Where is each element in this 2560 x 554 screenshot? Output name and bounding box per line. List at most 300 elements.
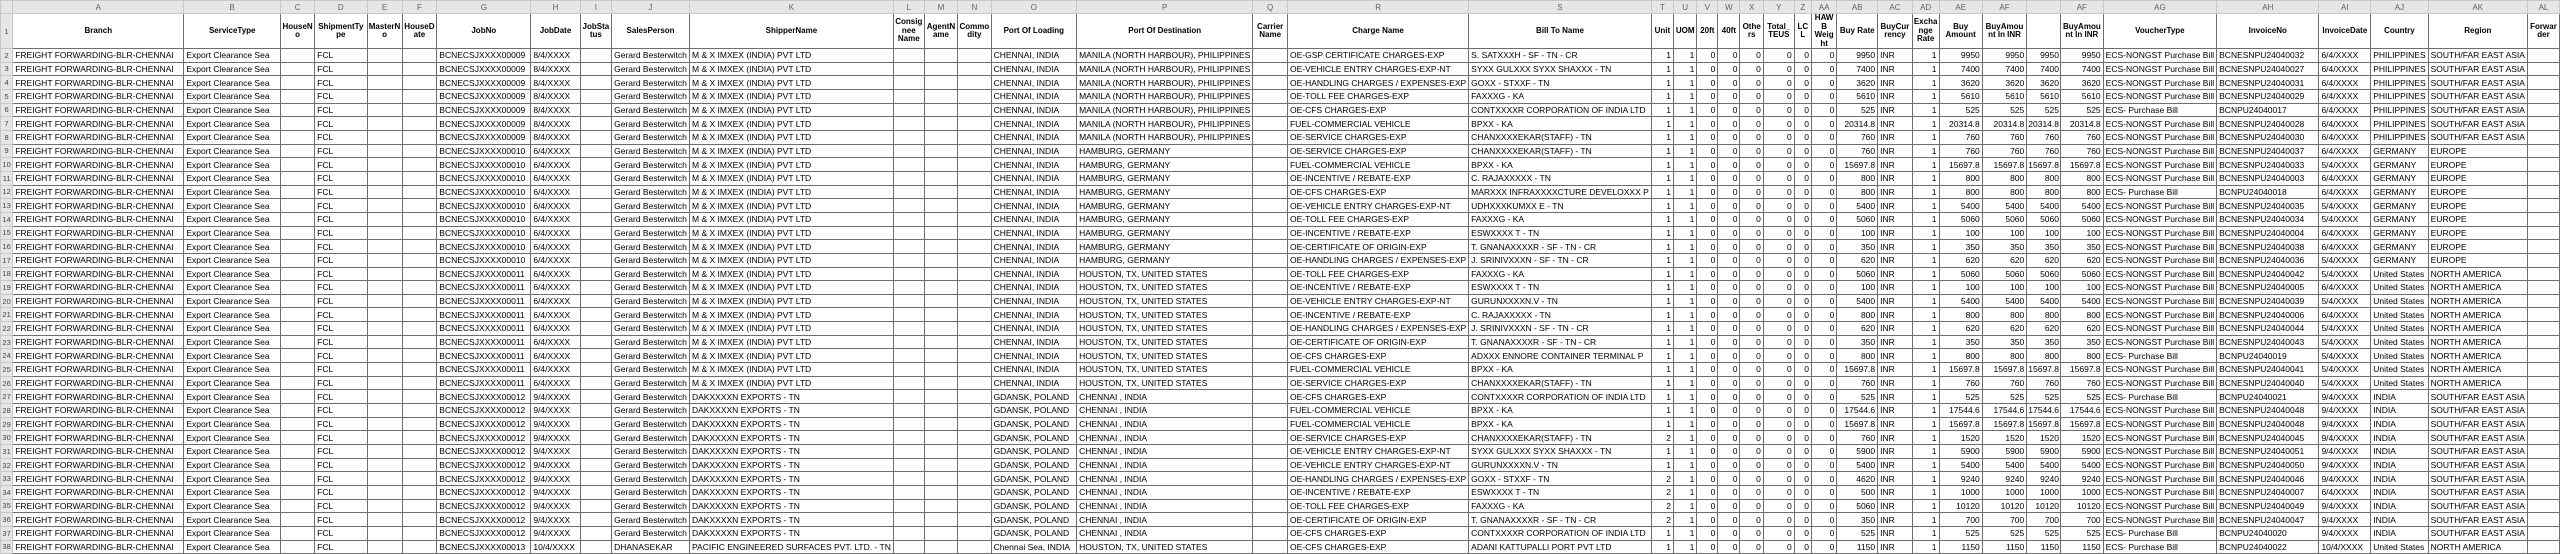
cell-23-D[interactable]: FCL xyxy=(315,335,367,349)
cell-8-G[interactable]: BCNECSJXXXX00009 xyxy=(437,130,531,144)
cell-24-B[interactable]: Export Clearance Sea xyxy=(184,349,281,363)
header-total-teus[interactable]: Total_TEUS xyxy=(1763,14,1794,49)
cell-7-G[interactable]: BCNECSJXXXX00009 xyxy=(437,117,531,131)
cell-3-Q[interactable] xyxy=(1253,62,1288,76)
cell-9-I[interactable] xyxy=(580,144,611,158)
cell-38-AC[interactable]: INR xyxy=(1878,540,1913,554)
cell-4-U[interactable]: 1 xyxy=(1673,76,1696,90)
cell-3-AF[interactable]: 7400 xyxy=(1982,62,2026,76)
column-letter-S-18[interactable]: S xyxy=(1469,1,1652,14)
cell-6-Z[interactable]: 0 xyxy=(1794,103,1811,117)
cell-32-AC[interactable]: INR xyxy=(1878,458,1913,472)
cell-22-seam[interactable]: 620 xyxy=(2027,322,2061,336)
cell-22-W[interactable]: 0 xyxy=(1718,322,1740,336)
cell-28-O[interactable]: GDANSK, POLAND xyxy=(991,404,1077,418)
cell-18-AJ[interactable]: United States xyxy=(2371,267,2428,281)
cell-14-U[interactable]: 1 xyxy=(1673,212,1696,226)
cell-28-AA[interactable]: 0 xyxy=(1811,404,1836,418)
cell-31-AC[interactable]: INR xyxy=(1878,445,1913,459)
cell-33-G[interactable]: BCNECSJXXXX00012 xyxy=(437,472,531,486)
cell-20-K[interactable]: M & X IMXEX (INDIA) PVT LTD xyxy=(690,294,894,308)
cell-25-AG[interactable]: ECS-NONGST Purchase Bill xyxy=(2103,363,2216,377)
cell-10-AF2[interactable]: 15697.8 xyxy=(2061,158,2104,172)
cell-10-K[interactable]: M & X IMXEX (INDIA) PVT LTD xyxy=(690,158,894,172)
cell-35-A[interactable]: FREIGHT FORWARDING-BLR-CHENNAI xyxy=(13,499,184,513)
cell-26-R[interactable]: OE-SERVICE CHARGES-EXP xyxy=(1287,376,1468,390)
cell-14-J[interactable]: Gerard Besterwitch xyxy=(612,212,690,226)
cell-15-I[interactable] xyxy=(580,226,611,240)
cell-3-C[interactable] xyxy=(281,62,315,76)
cell-26-G[interactable]: BCNECSJXXXX00011 xyxy=(437,376,531,390)
cell-25-P[interactable]: HOUSTON, TX, UNITED STATES xyxy=(1077,363,1253,377)
cell-21-O[interactable]: CHENNAI, INDIA xyxy=(991,308,1077,322)
cell-15-AH[interactable]: BCNESNPU24040004 xyxy=(2217,226,2319,240)
cell-38-seam[interactable]: 1150 xyxy=(2027,540,2061,554)
cell-21-S[interactable]: C. RAJAXXXXX - TN xyxy=(1469,308,1652,322)
cell-35-Q[interactable] xyxy=(1253,499,1288,513)
cell-36-N[interactable] xyxy=(958,513,991,527)
cell-6-Q[interactable] xyxy=(1253,103,1288,117)
cell-2-seam[interactable]: 9950 xyxy=(2027,49,2061,63)
cell-34-AE[interactable]: 1000 xyxy=(1939,486,1982,500)
cell-16-C[interactable] xyxy=(281,240,315,254)
cell-15-J[interactable]: Gerard Besterwitch xyxy=(612,226,690,240)
cell-36-R[interactable]: OE-CERTIFICATE OF ORIGIN-EXP xyxy=(1287,513,1468,527)
cell-23-A[interactable]: FREIGHT FORWARDING-BLR-CHENNAI xyxy=(13,335,184,349)
cell-24-J[interactable]: Gerard Besterwitch xyxy=(612,349,690,363)
cell-38-N[interactable] xyxy=(958,540,991,554)
cell-7-AI[interactable]: 6/4/XXXX xyxy=(2319,117,2371,131)
cell-6-AG[interactable]: ECS- Purchase Bill xyxy=(2103,103,2216,117)
column-letter-AI-36[interactable]: AI xyxy=(2319,1,2371,14)
cell-4-L[interactable] xyxy=(893,76,924,90)
cell-17-C[interactable] xyxy=(281,253,315,267)
cell-31-B[interactable]: Export Clearance Sea xyxy=(184,445,281,459)
cell-38-R[interactable]: OE-CFS CHARGES-EXP xyxy=(1287,540,1468,554)
cell-2-K[interactable]: M & X IMXEX (INDIA) PVT LTD xyxy=(690,49,894,63)
cell-18-V[interactable]: 0 xyxy=(1697,267,1718,281)
cell-25-S[interactable]: BPXX - KA xyxy=(1469,363,1652,377)
cell-6-AD[interactable]: 1 xyxy=(1912,103,1939,117)
cell-19-T[interactable]: 1 xyxy=(1651,281,1673,295)
cell-13-F[interactable] xyxy=(402,199,437,213)
cell-34-Q[interactable] xyxy=(1253,486,1288,500)
cell-6-A[interactable]: FREIGHT FORWARDING-BLR-CHENNAI xyxy=(13,103,184,117)
cell-29-AF[interactable]: 15697.8 xyxy=(1982,417,2026,431)
cell-24-M[interactable] xyxy=(924,349,957,363)
cell-34-AG[interactable]: ECS-NONGST Purchase Bill xyxy=(2103,486,2216,500)
cell-10-Z[interactable]: 0 xyxy=(1794,158,1811,172)
cell-16-AC[interactable]: INR xyxy=(1878,240,1913,254)
cell-13-AF[interactable]: 5400 xyxy=(1982,199,2026,213)
cell-11-AB[interactable]: 800 xyxy=(1837,171,1878,185)
cell-37-AJ[interactable]: INDIA xyxy=(2371,526,2428,540)
cell-28-AI[interactable]: 9/4/XXXX xyxy=(2319,404,2371,418)
cell-7-Y[interactable]: 0 xyxy=(1763,117,1794,131)
cell-6-T[interactable]: 1 xyxy=(1651,103,1673,117)
cell-33-AL[interactable] xyxy=(2527,472,2559,486)
cell-5-AG[interactable]: ECS-NONGST Purchase Bill xyxy=(2103,89,2216,103)
cell-27-AL[interactable] xyxy=(2527,390,2559,404)
cell-37-seam[interactable]: 525 xyxy=(2027,526,2061,540)
cell-33-Y[interactable]: 0 xyxy=(1763,472,1794,486)
cell-14-N[interactable] xyxy=(958,212,991,226)
cell-38-U[interactable]: 1 xyxy=(1673,540,1696,554)
cell-24-AE[interactable]: 800 xyxy=(1939,349,1982,363)
cell-36-F[interactable] xyxy=(402,513,437,527)
cell-30-B[interactable]: Export Clearance Sea xyxy=(184,431,281,445)
row-number-28[interactable]: 28 xyxy=(1,404,13,418)
cell-29-B[interactable]: Export Clearance Sea xyxy=(184,417,281,431)
cell-18-P[interactable]: HOUSTON, TX, UNITED STATES xyxy=(1077,267,1253,281)
cell-22-I[interactable] xyxy=(580,322,611,336)
cell-9-AJ[interactable]: GERMANY xyxy=(2371,144,2428,158)
cell-31-G[interactable]: BCNECSJXXXX00012 xyxy=(437,445,531,459)
cell-31-AG[interactable]: ECS-NONGST Purchase Bill xyxy=(2103,445,2216,459)
cell-25-AB[interactable]: 15697.8 xyxy=(1837,363,1878,377)
cell-10-AA[interactable]: 0 xyxy=(1811,158,1836,172)
cell-4-A[interactable]: FREIGHT FORWARDING-BLR-CHENNAI xyxy=(13,76,184,90)
cell-35-AF[interactable]: 10120 xyxy=(1982,499,2026,513)
cell-36-AG[interactable]: ECS-NONGST Purchase Bill xyxy=(2103,513,2216,527)
cell-21-A[interactable]: FREIGHT FORWARDING-BLR-CHENNAI xyxy=(13,308,184,322)
cell-38-V[interactable]: 0 xyxy=(1697,540,1718,554)
cell-17-AH[interactable]: BCNESNPU24040036 xyxy=(2217,253,2319,267)
column-letter-AH-35[interactable]: AH xyxy=(2217,1,2319,14)
header-invoicedate[interactable]: InvoiceDate xyxy=(2319,14,2371,49)
cell-13-AJ[interactable]: GERMANY xyxy=(2371,199,2428,213)
cell-33-J[interactable]: Gerard Besterwitch xyxy=(612,472,690,486)
cell-13-seam[interactable]: 5400 xyxy=(2027,199,2061,213)
cell-33-AA[interactable]: 0 xyxy=(1811,472,1836,486)
cell-26-T[interactable]: 1 xyxy=(1651,376,1673,390)
cell-7-X[interactable]: 0 xyxy=(1740,117,1763,131)
cell-2-H[interactable]: 8/4/XXXX xyxy=(531,49,580,63)
header-consignee-name[interactable]: Consignee Name xyxy=(893,14,924,49)
cell-8-AA[interactable]: 0 xyxy=(1811,130,1836,144)
cell-24-Z[interactable]: 0 xyxy=(1794,349,1811,363)
cell-15-K[interactable]: M & X IMXEX (INDIA) PVT LTD xyxy=(690,226,894,240)
cell-6-AC[interactable]: INR xyxy=(1878,103,1913,117)
cell-5-L[interactable] xyxy=(893,89,924,103)
cell-26-N[interactable] xyxy=(958,376,991,390)
cell-27-seam[interactable]: 525 xyxy=(2027,390,2061,404)
cell-12-X[interactable]: 0 xyxy=(1740,185,1763,199)
cell-16-I[interactable] xyxy=(580,240,611,254)
cell-33-C[interactable] xyxy=(281,472,315,486)
cell-25-X[interactable]: 0 xyxy=(1740,363,1763,377)
cell-6-W[interactable]: 0 xyxy=(1718,103,1740,117)
cell-31-D[interactable]: FCL xyxy=(315,445,367,459)
cell-11-AH[interactable]: BCNESNPU24040003 xyxy=(2217,171,2319,185)
cell-10-Q[interactable] xyxy=(1253,158,1288,172)
cell-13-R[interactable]: OE-VEHICLE ENTRY CHARGES-EXP-NT xyxy=(1287,199,1468,213)
row-number-31[interactable]: 31 xyxy=(1,445,13,459)
cell-3-D[interactable]: FCL xyxy=(315,62,367,76)
cell-4-Q[interactable] xyxy=(1253,76,1288,90)
cell-27-AA[interactable]: 0 xyxy=(1811,390,1836,404)
cell-27-I[interactable] xyxy=(580,390,611,404)
cell-38-S[interactable]: ADANI KATTUPALLI PORT PVT LTD xyxy=(1469,540,1652,554)
cell-36-C[interactable] xyxy=(281,513,315,527)
cell-36-T[interactable]: 2 xyxy=(1651,513,1673,527)
cell-11-AI[interactable]: 6/4/XXXX xyxy=(2319,171,2371,185)
cell-16-AD[interactable]: 1 xyxy=(1912,240,1939,254)
cell-18-AH[interactable]: BCNESNPU24040042 xyxy=(2217,267,2319,281)
cell-18-AL[interactable] xyxy=(2527,267,2559,281)
header-vouchertype[interactable]: VoucherType xyxy=(2103,14,2216,49)
cell-20-AD[interactable]: 1 xyxy=(1912,294,1939,308)
cell-8-M[interactable] xyxy=(924,130,957,144)
cell-5-E[interactable] xyxy=(367,89,402,103)
cell-19-A[interactable]: FREIGHT FORWARDING-BLR-CHENNAI xyxy=(13,281,184,295)
cell-3-F[interactable] xyxy=(402,62,437,76)
cell-32-AI[interactable]: 9/4/XXXX xyxy=(2319,458,2371,472)
cell-4-Z[interactable]: 0 xyxy=(1794,76,1811,90)
cell-9-L[interactable] xyxy=(893,144,924,158)
cell-14-P[interactable]: HAMBURG, GERMANY xyxy=(1077,212,1253,226)
cell-32-AH[interactable]: BCNESNPU24040050 xyxy=(2217,458,2319,472)
cell-31-X[interactable]: 0 xyxy=(1740,445,1763,459)
cell-37-N[interactable] xyxy=(958,526,991,540)
cell-9-AI[interactable]: 6/4/XXXX xyxy=(2319,144,2371,158)
cell-32-K[interactable]: DAKXXXXN EXPORTS - TN xyxy=(690,458,894,472)
cell-28-AE[interactable]: 17544.6 xyxy=(1939,404,1982,418)
cell-28-Q[interactable] xyxy=(1253,404,1288,418)
cell-26-I[interactable] xyxy=(580,376,611,390)
cell-18-U[interactable]: 1 xyxy=(1673,267,1696,281)
cell-26-AD[interactable]: 1 xyxy=(1912,376,1939,390)
column-letter-AF-31[interactable]: AF xyxy=(1982,1,2026,14)
cell-27-S[interactable]: CONTXXXXR CORPORATION OF INDIA LTD xyxy=(1469,390,1652,404)
row-number-12[interactable]: 12 xyxy=(1,185,13,199)
cell-9-U[interactable]: 1 xyxy=(1673,144,1696,158)
cell-17-AG[interactable]: ECS-NONGST Purchase Bill xyxy=(2103,253,2216,267)
cell-28-Z[interactable]: 0 xyxy=(1794,404,1811,418)
cell-35-H[interactable]: 9/4/XXXX xyxy=(531,499,580,513)
cell-37-K[interactable]: DAKXXXXN EXPORTS - TN xyxy=(690,526,894,540)
cell-25-R[interactable]: FUEL-COMMERCIAL VEHICLE xyxy=(1287,363,1468,377)
cell-16-N[interactable] xyxy=(958,240,991,254)
cell-35-AJ[interactable]: INDIA xyxy=(2371,499,2428,513)
cell-24-AL[interactable] xyxy=(2527,349,2559,363)
cell-29-D[interactable]: FCL xyxy=(315,417,367,431)
cell-17-E[interactable] xyxy=(367,253,402,267)
cell-4-AI[interactable]: 6/4/XXXX xyxy=(2319,76,2371,90)
header-jobno[interactable]: JobNo xyxy=(437,14,531,49)
cell-26-V[interactable]: 0 xyxy=(1697,376,1718,390)
cell-2-AF2[interactable]: 9950 xyxy=(2061,49,2104,63)
cell-9-T[interactable]: 1 xyxy=(1651,144,1673,158)
cell-13-AD[interactable]: 1 xyxy=(1912,199,1939,213)
cell-13-P[interactable]: HAMBURG, GERMANY xyxy=(1077,199,1253,213)
cell-35-AC[interactable]: INR xyxy=(1878,499,1913,513)
cell-5-S[interactable]: FAXXXG - KA xyxy=(1469,89,1652,103)
cell-35-AK[interactable]: SOUTH/FAR EAST ASIA xyxy=(2428,499,2527,513)
cell-21-AD[interactable]: 1 xyxy=(1912,308,1939,322)
cell-5-B[interactable]: Export Clearance Sea xyxy=(184,89,281,103)
cell-22-G[interactable]: BCNECSJXXXX00011 xyxy=(437,322,531,336)
cell-32-AG[interactable]: ECS-NONGST Purchase Bill xyxy=(2103,458,2216,472)
cell-11-AL[interactable] xyxy=(2527,171,2559,185)
cell-37-Z[interactable]: 0 xyxy=(1794,526,1811,540)
cell-17-M[interactable] xyxy=(924,253,957,267)
column-letter-T-19[interactable]: T xyxy=(1651,1,1673,14)
cell-22-K[interactable]: M & X IMXEX (INDIA) PVT LTD xyxy=(690,322,894,336)
cell-32-X[interactable]: 0 xyxy=(1740,458,1763,472)
cell-30-S[interactable]: CHANXXXXEKAR(STAFF) - TN xyxy=(1469,431,1652,445)
cell-26-L[interactable] xyxy=(893,376,924,390)
cell-8-R[interactable]: OE-SERVICE CHARGES-EXP xyxy=(1287,130,1468,144)
cell-28-I[interactable] xyxy=(580,404,611,418)
cell-11-Q[interactable] xyxy=(1253,171,1288,185)
cell-14-K[interactable]: M & X IMXEX (INDIA) PVT LTD xyxy=(690,212,894,226)
cell-10-AC[interactable]: INR xyxy=(1878,158,1913,172)
cell-34-AA[interactable]: 0 xyxy=(1811,486,1836,500)
cell-21-D[interactable]: FCL xyxy=(315,308,367,322)
cell-27-M[interactable] xyxy=(924,390,957,404)
cell-27-D[interactable]: FCL xyxy=(315,390,367,404)
cell-10-S[interactable]: BPXX - KA xyxy=(1469,158,1652,172)
cell-13-B[interactable]: Export Clearance Sea xyxy=(184,199,281,213)
cell-33-AH[interactable]: BCNESNPU24040046 xyxy=(2217,472,2319,486)
cell-28-Y[interactable]: 0 xyxy=(1763,404,1794,418)
cell-22-Y[interactable]: 0 xyxy=(1763,322,1794,336)
cell-33-I[interactable] xyxy=(580,472,611,486)
cell-15-X[interactable]: 0 xyxy=(1740,226,1763,240)
cell-28-seam[interactable]: 17544.6 xyxy=(2028,405,2059,416)
cell-22-AL[interactable] xyxy=(2527,322,2559,336)
cell-15-S[interactable]: ESWXXXX T - TN xyxy=(1469,226,1652,240)
cell-36-D[interactable]: FCL xyxy=(315,513,367,527)
cell-26-P[interactable]: HOUSTON, TX, UNITED STATES xyxy=(1077,376,1253,390)
cell-14-W[interactable]: 0 xyxy=(1718,212,1740,226)
cell-9-N[interactable] xyxy=(958,144,991,158)
cell-18-O[interactable]: CHENNAI, INDIA xyxy=(991,267,1077,281)
cell-13-AK[interactable]: EUROPE xyxy=(2428,199,2527,213)
cell-15-E[interactable] xyxy=(367,226,402,240)
cell-8-H[interactable]: 8/4/XXXX xyxy=(531,130,580,144)
cell-14-S[interactable]: FAXXXG - KA xyxy=(1469,212,1652,226)
cell-32-O[interactable]: GDANSK, POLAND xyxy=(991,458,1077,472)
cell-34-B[interactable]: Export Clearance Sea xyxy=(184,486,281,500)
cell-26-AB[interactable]: 760 xyxy=(1837,376,1878,390)
cell-19-L[interactable] xyxy=(893,281,924,295)
cell-31-AJ[interactable]: INDIA xyxy=(2371,445,2428,459)
cell-38-AH[interactable]: BCNPU24040022 xyxy=(2217,540,2319,554)
cell-15-AI[interactable]: 6/4/XXXX xyxy=(2319,226,2371,240)
cell-19-P[interactable]: HOUSTON, TX, UNITED STATES xyxy=(1077,281,1253,295)
cell-24-U[interactable]: 1 xyxy=(1673,349,1696,363)
cell-11-G[interactable]: BCNECSJXXXX00010 xyxy=(437,171,531,185)
cell-30-Q[interactable] xyxy=(1253,431,1288,445)
cell-37-AG[interactable]: ECS- Purchase Bill xyxy=(2103,526,2216,540)
row-number-13[interactable]: 13 xyxy=(1,199,13,213)
cell-5-J[interactable]: Gerard Besterwitch xyxy=(612,89,690,103)
cell-2-L[interactable] xyxy=(893,49,924,63)
cell-14-R[interactable]: OE-TOLL FEE CHARGES-EXP xyxy=(1287,212,1468,226)
cell-8-D[interactable]: FCL xyxy=(315,130,367,144)
cell-24-seam[interactable]: 800 xyxy=(2027,349,2061,363)
cell-24-AK[interactable]: NORTH AMERICA xyxy=(2428,349,2527,363)
cell-26-O[interactable]: CHENNAI, INDIA xyxy=(991,376,1077,390)
cell-16-U[interactable]: 1 xyxy=(1673,240,1696,254)
cell-9-V[interactable]: 0 xyxy=(1697,144,1718,158)
cell-3-Z[interactable]: 0 xyxy=(1794,62,1811,76)
cell-37-L[interactable] xyxy=(893,526,924,540)
cell-24-AA[interactable]: 0 xyxy=(1811,349,1836,363)
cell-3-AA[interactable]: 0 xyxy=(1811,62,1836,76)
cell-3-AF2[interactable]: 7400 xyxy=(2061,62,2104,76)
cell-5-V[interactable]: 0 xyxy=(1697,89,1718,103)
cell-29-G[interactable]: BCNECSJXXXX00012 xyxy=(437,417,531,431)
cell-27-R[interactable]: OE-CFS CHARGES-EXP xyxy=(1287,390,1468,404)
cell-34-AI[interactable]: 6/4/XXXX xyxy=(2319,486,2371,500)
cell-31-AL[interactable] xyxy=(2527,445,2559,459)
cell-4-V[interactable]: 0 xyxy=(1697,76,1718,90)
cell-10-B[interactable]: Export Clearance Sea xyxy=(184,158,281,172)
cell-8-AI[interactable]: 6/4/XXXX xyxy=(2319,130,2371,144)
cell-30-Z[interactable]: 0 xyxy=(1794,431,1811,445)
cell-7-C[interactable] xyxy=(281,117,315,131)
cell-35-E[interactable] xyxy=(367,499,402,513)
cell-18-seam[interactable]: 5060 xyxy=(2027,267,2061,281)
cell-11-AG[interactable]: ECS-NONGST Purchase Bill xyxy=(2103,171,2216,185)
cell-12-R[interactable]: OE-CFS CHARGES-EXP xyxy=(1287,185,1468,199)
cell-26-AC[interactable]: INR xyxy=(1878,376,1913,390)
cell-30-O[interactable]: GDANSK, POLAND xyxy=(991,431,1077,445)
cell-28-A[interactable]: FREIGHT FORWARDING-BLR-CHENNAI xyxy=(13,404,184,418)
cell-13-D[interactable]: FCL xyxy=(315,199,367,213)
cell-31-S[interactable]: SYXX GULXXX SYXX SHAXXX - TN xyxy=(1469,445,1652,459)
cell-2-Y[interactable]: 0 xyxy=(1763,49,1794,63)
cell-22-Z[interactable]: 0 xyxy=(1794,322,1811,336)
cell-34-E[interactable] xyxy=(367,486,402,500)
cell-31-AF2[interactable]: 5900 xyxy=(2061,445,2104,459)
cell-21-AF2[interactable]: 800 xyxy=(2061,308,2104,322)
cell-9-F[interactable] xyxy=(402,144,437,158)
cell-28-AG[interactable]: ECS-NONGST Purchase Bill xyxy=(2103,404,2216,418)
cell-5-AD[interactable]: 1 xyxy=(1912,89,1939,103)
cell-5-AH[interactable]: BCNESNPU24040029 xyxy=(2217,89,2319,103)
cell-36-Z[interactable]: 0 xyxy=(1794,513,1811,527)
cell-6-AB[interactable]: 525 xyxy=(1837,103,1878,117)
cell-34-AD[interactable]: 1 xyxy=(1912,486,1939,500)
cell-36-AK[interactable]: SOUTH/FAR EAST ASIA xyxy=(2428,513,2527,527)
cell-16-AA[interactable]: 0 xyxy=(1811,240,1836,254)
cell-33-F[interactable] xyxy=(402,472,437,486)
cell-33-S[interactable]: GOXX - STXXF - TN xyxy=(1469,472,1652,486)
row-number-22[interactable]: 22 xyxy=(1,322,13,336)
row-number-35[interactable]: 35 xyxy=(1,499,13,513)
cell-6-H[interactable]: 8/4/XXXX xyxy=(531,103,580,117)
cell-19-N[interactable] xyxy=(958,281,991,295)
cell-24-O[interactable]: CHENNAI, INDIA xyxy=(991,349,1077,363)
cell-9-Q[interactable] xyxy=(1253,144,1288,158)
cell-5-O[interactable]: CHENNAI, INDIA xyxy=(991,89,1077,103)
cell-25-K[interactable]: M & X IMXEX (INDIA) PVT LTD xyxy=(690,363,894,377)
cell-27-AK[interactable]: SOUTH/FAR EAST ASIA xyxy=(2428,390,2527,404)
cell-32-C[interactable] xyxy=(281,458,315,472)
cell-20-Z[interactable]: 0 xyxy=(1794,294,1811,308)
cell-33-V[interactable]: 0 xyxy=(1697,472,1718,486)
cell-35-I[interactable] xyxy=(580,499,611,513)
cell-18-I[interactable] xyxy=(580,267,611,281)
cell-13-AE[interactable]: 5400 xyxy=(1939,199,1982,213)
cell-38-T[interactable]: 1 xyxy=(1651,540,1673,554)
cell-10-M[interactable] xyxy=(924,158,957,172)
column-letter-J-9[interactable]: J xyxy=(612,1,690,14)
